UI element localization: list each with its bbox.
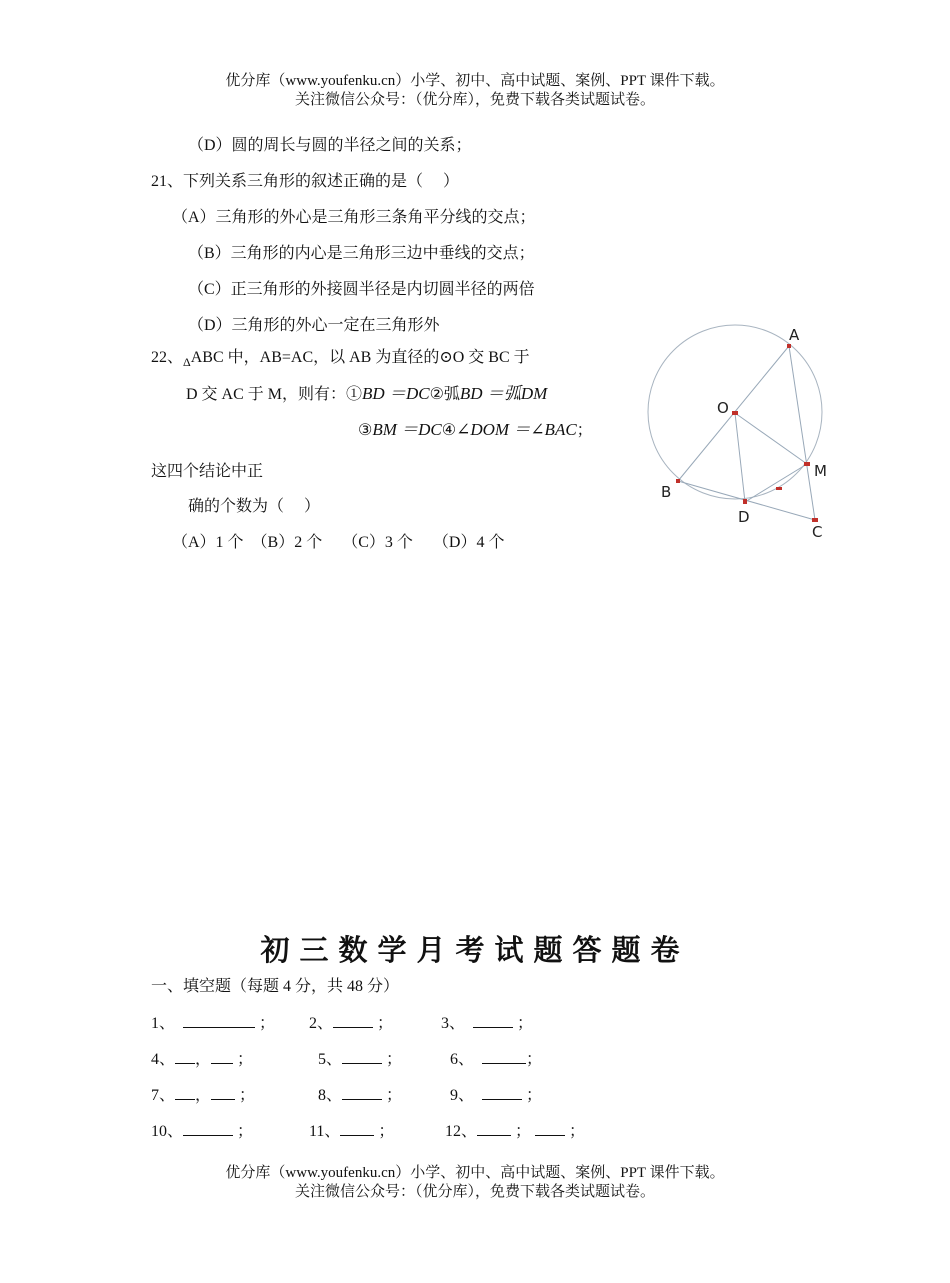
label-m: M: [814, 462, 827, 480]
q22-number: 22、: [151, 349, 184, 366]
answer-10: [151, 1121, 253, 1142]
answer-7-sep: ；: [239, 1087, 256, 1104]
conclusion-3-mark: ③: [358, 422, 373, 439]
answer-7-blank-2[interactable]: [211, 1085, 235, 1100]
answer-5: [318, 1049, 402, 1070]
q21-stem: 21、下列关系三角形的叙述正确的是（ ）: [151, 173, 460, 190]
segment-od: [735, 413, 745, 502]
answer-5-number: 5、: [318, 1051, 343, 1068]
answer-7-blank-1[interactable]: [175, 1085, 195, 1100]
answer-9-number: 9、: [450, 1087, 475, 1104]
answer-6-sep: ；: [526, 1051, 543, 1068]
point-b-marker: [676, 479, 680, 483]
q22-tail-b: 确的个数为（ ）: [188, 498, 321, 515]
q20-option-d: （D）圆的周长与圆的半径之间的关系；: [188, 137, 472, 154]
tick-mark: [776, 487, 782, 490]
answer-8: [318, 1085, 402, 1106]
label-a: A: [789, 326, 800, 344]
conclusion-2-mark: ②弧: [429, 386, 460, 403]
answer-5-sep: ；: [386, 1051, 403, 1068]
answer-4: [151, 1049, 253, 1070]
answer-10-sep: ；: [237, 1123, 254, 1140]
answer-2-sep: ；: [377, 1015, 394, 1032]
answer-12-blank-2[interactable]: [535, 1121, 565, 1136]
answer-4-number: 4、: [151, 1051, 176, 1068]
answer-7-comma: ，: [195, 1087, 212, 1104]
point-m-marker: [804, 462, 810, 466]
conclusion-1-math: BD ＝DC: [362, 384, 430, 403]
segment-om: [735, 413, 807, 464]
answer-7: [151, 1085, 255, 1106]
label-d: D: [738, 508, 750, 526]
header-line-2: 关注微信公众号：（优分库），免费下载各类试题试卷。: [294, 92, 655, 108]
label-c: C: [812, 523, 823, 541]
answer-11-blank[interactable]: [340, 1121, 374, 1136]
answer-12-sep-1: ；: [515, 1123, 532, 1140]
answer-8-number: 8、: [318, 1087, 343, 1104]
answer-4-comma: ，: [195, 1051, 212, 1068]
answer-2-number: 2、: [309, 1015, 334, 1032]
header-line-1: 优分库（www.youfenku.cn）小学、初中、高中试题、案例、PPT 课件下载。: [225, 73, 725, 89]
answer-12-blank-1[interactable]: [477, 1121, 511, 1136]
q22-stem-line-1: [151, 348, 530, 372]
answer-11-number: 11、: [309, 1123, 341, 1140]
point-o-marker: [732, 411, 738, 415]
conclusion-2-math: BD ＝弧DM: [459, 384, 548, 403]
section-1-heading: 一、填空题（每题 4 分，共 48 分）: [151, 978, 400, 995]
answer-10-blank[interactable]: [183, 1121, 233, 1136]
conclusion-4-end: ；: [576, 422, 593, 439]
point-d-marker: [743, 499, 747, 504]
footer-line-2: 关注微信公众号：（优分库），免费下载各类试题试卷。: [294, 1184, 655, 1200]
q22-stem-line-3: [358, 420, 593, 441]
answer-5-blank[interactable]: [342, 1049, 382, 1064]
q22-stem-line-2: [186, 384, 547, 405]
answer-4-sep: ；: [237, 1051, 254, 1068]
answer-1-number: 1、: [151, 1015, 176, 1032]
point-a-marker: [787, 344, 791, 348]
answer-1-sep: ；: [259, 1015, 276, 1032]
triangle-symbol: Δ: [183, 355, 191, 369]
q22-stem-a: ABC 中，AB=AC，以 AB 为直径的⊙O 交 BC 于: [190, 349, 530, 366]
answer-4-blank-2[interactable]: [211, 1049, 233, 1064]
answer-8-sep: ；: [386, 1087, 403, 1104]
conclusion-4-math: ∠DOM ＝∠BAC: [456, 420, 577, 439]
answer-4-blank-1[interactable]: [175, 1049, 195, 1064]
q21-option-c: （C）正三角形的外接圆半径是内切圆半径的两倍: [188, 281, 535, 298]
answer-11-sep: ；: [378, 1123, 395, 1140]
q22-options: （A）1 个 （B）2 个 （C）3 个 （D）4 个: [172, 534, 505, 551]
answer-6: [450, 1049, 542, 1070]
answer-1: [151, 1013, 275, 1034]
answer-1-blank[interactable]: [183, 1013, 255, 1028]
answer-3: [441, 1013, 533, 1034]
answer-9: [450, 1085, 542, 1106]
answer-8-blank[interactable]: [342, 1085, 382, 1100]
answer-6-number: 6、: [450, 1051, 475, 1068]
conclusion-4-mark: ④: [441, 422, 457, 439]
answer-12-number: 12、: [445, 1123, 478, 1140]
footer-line-1: 优分库（www.youfenku.cn）小学、初中、高中试题、案例、PPT 课件下载。: [225, 1165, 725, 1181]
answer-9-sep: ；: [526, 1087, 543, 1104]
q21-option-d: （D）三角形的外心一定在三角形外: [188, 317, 440, 334]
answer-sheet-title: 初三数学月考试题答题卷: [260, 933, 690, 967]
q22-tail-a: 这四个结论中正: [151, 463, 264, 480]
q21-option-a: （A）三角形的外心是三角形三条角平分线的交点；: [172, 209, 536, 226]
segment-ac: [789, 346, 815, 520]
answer-7-number: 7、: [151, 1087, 176, 1104]
answer-11: [309, 1121, 394, 1142]
point-c-marker: [812, 518, 818, 522]
label-b: B: [661, 483, 672, 501]
answer-12-sep-2: ；: [569, 1123, 586, 1140]
answer-6-blank[interactable]: [482, 1049, 526, 1064]
answer-2: [309, 1013, 393, 1034]
answer-9-blank[interactable]: [482, 1085, 522, 1100]
answer-3-number: 3、: [441, 1015, 466, 1032]
answer-3-sep: ；: [517, 1015, 534, 1032]
answer-3-blank[interactable]: [473, 1013, 513, 1028]
geometry-figure: [640, 320, 830, 545]
segment-dm: [745, 464, 807, 502]
conclusion-1-mark: ①: [346, 386, 363, 403]
label-o: O: [717, 399, 729, 417]
q21-option-b: （B）三角形的内心是三角形三边中垂线的交点；: [188, 245, 535, 262]
answer-12: [445, 1121, 585, 1142]
conclusion-3-math: BM ＝DC: [372, 420, 442, 439]
answer-2-blank[interactable]: [333, 1013, 373, 1028]
answer-10-number: 10、: [151, 1123, 184, 1140]
q22-stem-b: D 交 AC 于 M，则有：: [186, 386, 347, 403]
